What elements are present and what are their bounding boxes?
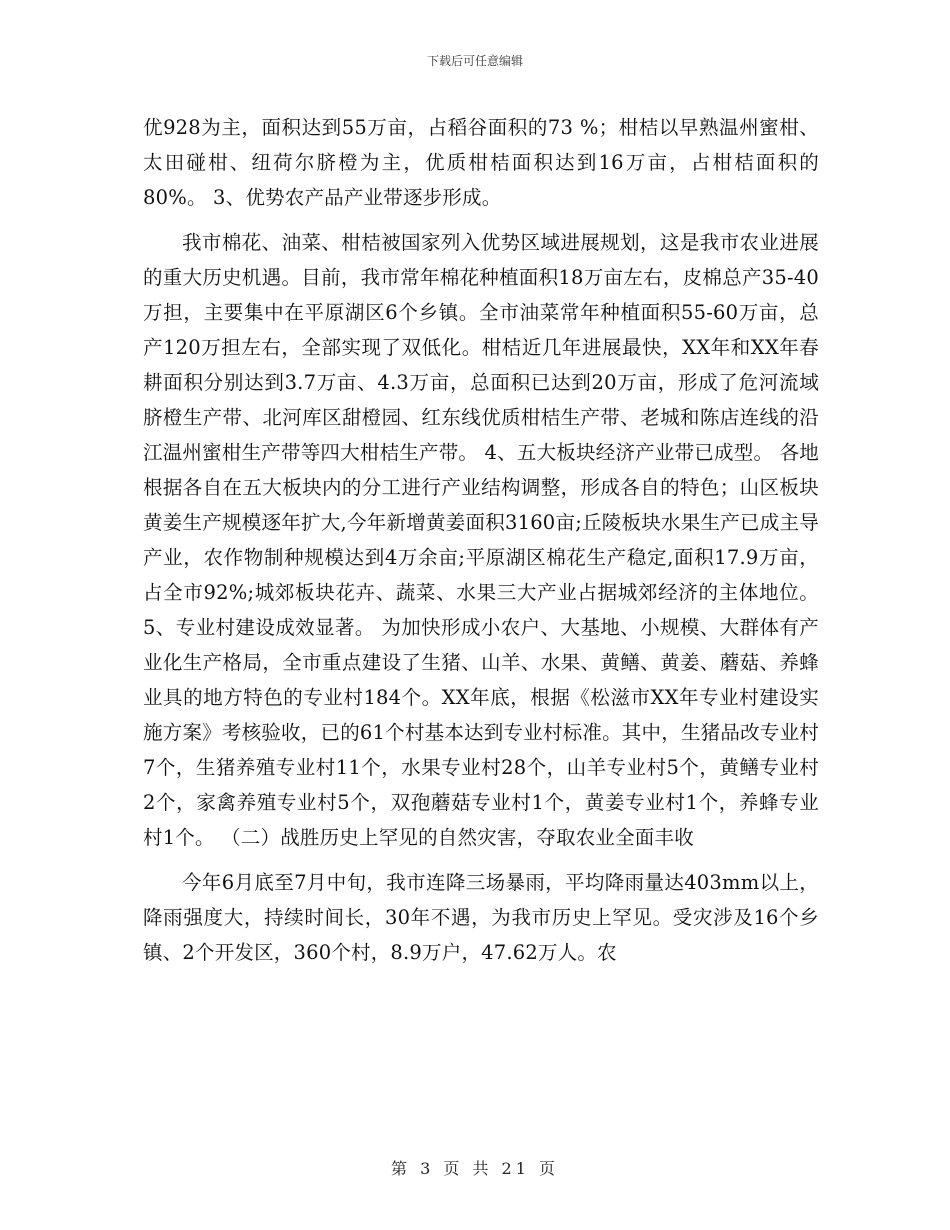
paragraph-2: 我市棉花、油菜、柑桔被国家列入优势区域进展规划，这是我市农业进展的重大历史机遇。目前，我市常年棉花种植面积18万亩左右，皮棉总产35-40万担，主要集中在平原湖区6个乡镇。全市油菜常年种植面积55-60万亩，总产120万担左右，全部实现了双低化。柑桔近几年进展最快，XX年和XX年春耕面积分别达到3.7万亩、4.3万亩，总面积已达到20万亩，形成了危河流域脐橙生产带、北河库区甜橙园、红东线优质柑桔生产带、老城和陈店连线的沿江温州蜜柑生产带等四大柑桔生产带。 4、五大板块经济产业带已成型。 各地根据各自在五大板块内的分工进行产业结构调整，形成各自的特色；山区板块黄姜生产规模逐年扩大,今年新增黄姜面积3160亩;丘陵板块水果生产已成主导产业，农作物制种规模达到4万余亩;平原湖区棉花生产稳定,面积17.9万亩，占全市92%;城郊板块花卉、蔬菜、水果三大产业占据城郊经济的主体地位。 5、专业村建设成效显著。 为加快形成小农户、大基地、小规模、大群体有产业化生产格局，全市重点建设了生猪、山羊、水果、黄鳝、黄姜、蘑菇、养蜂业具的地方特色的专业村184个。XX年底，根据《松滋市XX年专业村建设实施方案》考核验收，已的61个村基本达到专业村标准。其中，生猪品改专业村7个，生猪养殖专业村11个，水果专业村28个，山羊专业村5个，黄鳝专业村2个，家禽养殖专业村5个，双孢蘑菇专业村1个，黄姜专业村1个，养蜂专业村1个。 （二）战胜历史上罕见的自然灾害，夺取农业全面丰收 bbox=[143, 231, 819, 849]
page-number-footer: 第 3 页 共 21 页 bbox=[391, 1159, 559, 1178]
document-body bbox=[143, 110, 819, 970]
paragraph-3: 今年6月底至7月中旬，我市连降三场暴雨，平均降雨量达403mm以上，降雨强度大，持续时间长，30年不遇，为我市历史上罕见。受灾涉及16个乡镇、2个开发区，360个村，8.9万户，47.62万人。农 bbox=[143, 871, 819, 964]
paragraph-1: 优928为主，面积达到55万亩，占稻谷面积的73 %；柑桔以早熟温州蜜柑、太田碰柑、纽荷尔脐橙为主，优质柑桔面积达到16万亩，占柑桔面积的80%。 3、优势农产品产业带逐步形成。 bbox=[143, 116, 819, 209]
page-header-note: 下载后可任意编辑 bbox=[426, 54, 523, 68]
